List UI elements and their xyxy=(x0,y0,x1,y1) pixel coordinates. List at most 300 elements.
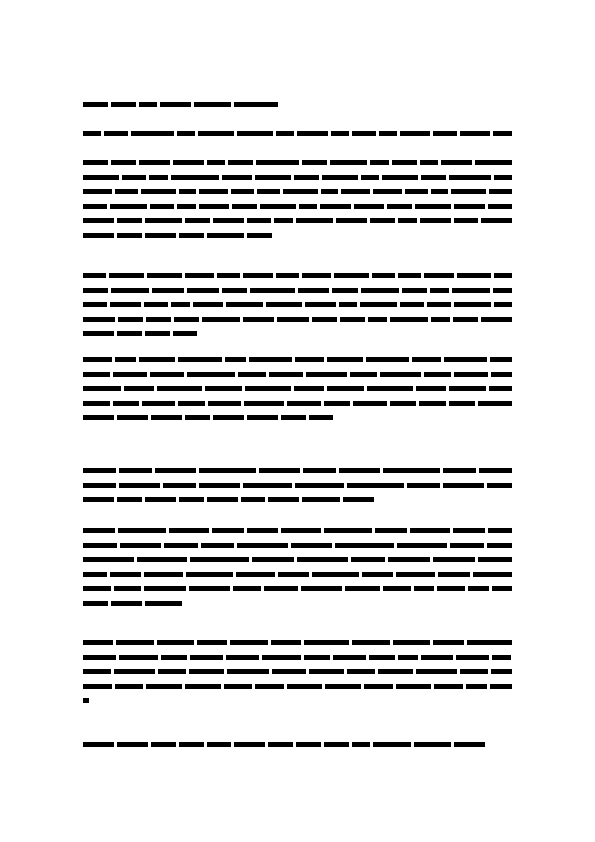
illegible-word xyxy=(416,386,446,391)
illegible-word xyxy=(390,401,417,406)
illegible-word xyxy=(111,160,136,165)
text-line xyxy=(83,158,512,167)
text-line xyxy=(83,584,512,593)
illegible-word xyxy=(83,317,115,322)
illegible-word xyxy=(208,401,241,406)
illegible-word xyxy=(199,483,240,488)
illegible-word xyxy=(481,218,512,223)
illegible-word xyxy=(207,233,244,238)
illegible-word xyxy=(351,557,385,562)
illegible-word xyxy=(202,317,240,322)
illegible-word xyxy=(430,288,449,293)
illegible-word xyxy=(217,273,240,278)
illegible-word xyxy=(198,131,234,136)
illegible-word xyxy=(257,189,280,194)
illegible-word xyxy=(83,640,113,645)
illegible-word xyxy=(453,528,485,533)
illegible-word xyxy=(179,742,204,747)
illegible-word xyxy=(396,572,435,577)
illegible-word xyxy=(352,131,376,136)
illegible-word xyxy=(116,640,154,645)
illegible-word xyxy=(364,684,393,689)
illegible-word xyxy=(83,131,101,136)
illegible-word xyxy=(437,586,465,591)
illegible-word xyxy=(341,189,370,194)
illegible-word xyxy=(454,372,488,377)
illegible-word xyxy=(157,386,202,391)
illegible-word xyxy=(487,543,512,548)
illegible-word xyxy=(295,357,324,362)
illegible-word xyxy=(400,302,424,307)
text-line xyxy=(83,370,512,379)
illegible-word xyxy=(339,468,380,473)
illegible-word xyxy=(276,273,299,278)
illegible-word xyxy=(149,175,167,180)
illegible-word xyxy=(352,742,371,747)
illegible-word xyxy=(83,288,108,293)
illegible-word xyxy=(145,218,182,223)
illegible-word xyxy=(236,572,275,577)
text-line xyxy=(83,541,512,550)
illegible-word xyxy=(487,483,512,488)
illegible-word xyxy=(302,497,339,502)
illegible-word xyxy=(398,218,417,223)
illegible-word xyxy=(269,372,303,377)
illegible-word xyxy=(237,543,287,548)
illegible-word xyxy=(438,572,469,577)
illegible-word xyxy=(494,302,512,307)
illegible-word xyxy=(244,401,284,406)
illegible-word xyxy=(277,317,309,322)
illegible-word xyxy=(199,468,256,473)
illegible-word xyxy=(302,273,331,278)
illegible-word xyxy=(83,189,112,194)
text-line xyxy=(83,216,512,225)
illegible-word xyxy=(163,483,196,488)
illegible-word xyxy=(369,655,395,660)
illegible-word xyxy=(492,655,512,660)
illegible-word xyxy=(150,204,174,209)
illegible-word xyxy=(222,175,252,180)
illegible-word xyxy=(473,572,512,577)
illegible-word xyxy=(306,372,347,377)
illegible-word xyxy=(255,684,284,689)
illegible-word xyxy=(456,655,489,660)
text-line xyxy=(83,466,512,475)
illegible-word xyxy=(187,372,235,377)
illegible-word xyxy=(234,102,277,107)
illegible-word xyxy=(179,189,196,194)
illegible-word xyxy=(297,557,348,562)
illegible-word xyxy=(110,302,141,307)
text-line xyxy=(83,653,511,662)
illegible-word xyxy=(433,557,475,562)
text-line xyxy=(83,696,89,705)
illegible-word xyxy=(120,543,162,548)
illegible-word xyxy=(187,288,219,293)
illegible-word xyxy=(449,401,476,406)
text-line xyxy=(83,187,512,196)
illegible-word xyxy=(146,684,182,689)
illegible-word xyxy=(238,372,265,377)
illegible-word xyxy=(415,204,452,209)
illegible-word xyxy=(117,742,148,747)
illegible-word xyxy=(189,586,230,591)
illegible-word xyxy=(83,386,121,391)
illegible-word xyxy=(492,586,513,591)
illegible-word xyxy=(234,742,265,747)
text-line xyxy=(83,315,512,324)
illegible-word xyxy=(171,302,189,307)
illegible-word xyxy=(388,557,430,562)
illegible-word xyxy=(174,317,199,322)
illegible-word xyxy=(249,357,292,362)
illegible-word xyxy=(213,218,244,223)
text-line xyxy=(83,271,512,280)
illegible-word xyxy=(185,218,210,223)
illegible-word xyxy=(478,557,512,562)
illegible-word xyxy=(114,669,156,674)
illegible-word xyxy=(232,204,256,209)
illegible-word xyxy=(110,572,141,577)
illegible-word xyxy=(199,204,230,209)
illegible-word xyxy=(160,102,191,107)
illegible-word xyxy=(324,528,372,533)
illegible-word xyxy=(491,372,512,377)
illegible-word xyxy=(83,528,115,533)
illegible-word xyxy=(173,331,198,336)
illegible-word xyxy=(83,204,107,209)
illegible-word xyxy=(178,357,221,362)
illegible-word xyxy=(390,317,428,322)
illegible-word xyxy=(137,557,188,562)
illegible-word xyxy=(330,160,367,165)
illegible-word xyxy=(83,742,114,747)
illegible-word xyxy=(424,273,453,278)
illegible-word xyxy=(424,372,451,377)
text-line xyxy=(83,202,512,211)
illegible-word xyxy=(83,331,114,336)
illegible-word xyxy=(262,655,301,660)
illegible-word xyxy=(303,468,336,473)
text-line xyxy=(83,413,333,422)
illegible-word xyxy=(467,640,512,645)
illegible-word xyxy=(490,684,511,689)
illegible-word xyxy=(193,302,224,307)
illegible-word xyxy=(233,586,261,591)
illegible-word xyxy=(83,372,110,377)
illegible-word xyxy=(454,302,491,307)
illegible-word xyxy=(83,175,119,180)
illegible-word xyxy=(222,288,247,293)
text-line xyxy=(83,100,278,109)
illegible-word xyxy=(255,175,291,180)
illegible-word xyxy=(347,483,404,488)
illegible-word xyxy=(250,288,294,293)
illegible-word xyxy=(141,189,176,194)
illegible-word xyxy=(178,401,205,406)
illegible-word xyxy=(340,317,365,322)
illegible-word xyxy=(488,528,512,533)
illegible-word xyxy=(83,468,116,473)
illegible-word xyxy=(276,131,294,136)
illegible-word xyxy=(169,528,209,533)
illegible-word xyxy=(111,102,136,107)
text-line xyxy=(83,384,512,393)
illegible-word xyxy=(83,601,108,606)
text-line xyxy=(83,570,512,579)
illegible-word xyxy=(118,528,166,533)
illegible-word xyxy=(173,160,204,165)
illegible-word xyxy=(397,543,447,548)
text-line xyxy=(83,399,512,408)
illegible-word xyxy=(433,640,463,645)
illegible-word xyxy=(322,175,358,180)
illegible-word xyxy=(421,655,454,660)
illegible-word xyxy=(83,302,107,307)
illegible-word xyxy=(83,415,114,420)
illegible-word xyxy=(334,273,369,278)
illegible-word xyxy=(247,528,279,533)
illegible-word xyxy=(309,415,334,420)
illegible-word xyxy=(281,415,306,420)
illegible-word xyxy=(247,415,278,420)
illegible-word xyxy=(164,543,198,548)
illegible-word xyxy=(332,288,357,293)
illegible-word xyxy=(296,218,333,223)
text-line xyxy=(83,173,512,182)
illegible-word xyxy=(327,386,365,391)
illegible-word xyxy=(144,586,185,591)
illegible-word xyxy=(387,204,411,209)
illegible-word xyxy=(243,273,272,278)
illegible-word xyxy=(151,415,182,420)
text-line xyxy=(83,555,512,564)
illegible-word xyxy=(158,669,186,674)
illegible-word xyxy=(83,572,107,577)
illegible-word xyxy=(224,684,253,689)
illegible-word xyxy=(454,204,485,209)
illegible-word xyxy=(207,497,238,502)
illegible-word xyxy=(213,415,244,420)
illegible-word xyxy=(247,233,272,238)
illegible-word xyxy=(491,669,512,674)
illegible-word xyxy=(452,288,490,293)
illegible-word xyxy=(110,204,147,209)
illegible-word xyxy=(212,528,244,533)
illegible-word xyxy=(298,288,330,293)
illegible-word xyxy=(260,204,297,209)
illegible-word xyxy=(453,317,478,322)
illegible-word xyxy=(321,189,338,194)
illegible-word xyxy=(383,468,440,473)
illegible-word xyxy=(144,572,183,577)
illegible-word xyxy=(366,357,409,362)
illegible-word xyxy=(479,468,512,473)
illegible-word xyxy=(237,131,273,136)
illegible-word xyxy=(345,586,380,591)
illegible-word xyxy=(350,372,377,377)
illegible-word xyxy=(207,160,226,165)
illegible-word xyxy=(305,302,336,307)
illegible-word xyxy=(109,273,144,278)
illegible-word xyxy=(343,497,374,502)
illegible-word xyxy=(197,640,227,645)
illegible-word xyxy=(412,357,441,362)
illegible-word xyxy=(117,415,148,420)
illegible-word xyxy=(226,302,263,307)
illegible-word xyxy=(119,483,160,488)
illegible-word xyxy=(287,684,323,689)
illegible-word xyxy=(353,401,386,406)
illegible-word xyxy=(451,189,486,194)
illegible-word xyxy=(414,742,451,747)
illegible-word xyxy=(228,160,253,165)
illegible-word xyxy=(124,386,154,391)
illegible-word xyxy=(113,401,140,406)
illegible-word xyxy=(339,302,357,307)
illegible-word xyxy=(449,175,491,180)
illegible-word xyxy=(231,189,254,194)
illegible-word xyxy=(151,742,176,747)
illegible-word xyxy=(493,288,512,293)
illegible-word xyxy=(271,640,301,645)
illegible-word xyxy=(481,317,513,322)
illegible-word xyxy=(117,218,142,223)
illegible-word xyxy=(382,175,418,180)
illegible-word xyxy=(494,175,512,180)
illegible-word xyxy=(454,742,485,747)
illegible-word xyxy=(145,497,176,502)
illegible-word xyxy=(336,218,367,223)
illegible-word xyxy=(434,684,463,689)
illegible-word xyxy=(380,372,421,377)
illegible-word xyxy=(157,640,195,645)
illegible-word xyxy=(147,273,182,278)
illegible-word xyxy=(83,669,111,674)
illegible-word xyxy=(433,131,457,136)
illegible-word xyxy=(259,468,300,473)
illegible-word xyxy=(117,233,142,238)
illegible-word xyxy=(301,586,342,591)
illegible-word xyxy=(466,684,487,689)
illegible-word xyxy=(272,669,307,674)
illegible-word xyxy=(113,372,147,377)
illegible-word xyxy=(256,160,299,165)
illegible-word xyxy=(410,528,450,533)
illegible-word xyxy=(490,357,512,362)
illegible-word xyxy=(478,401,511,406)
illegible-word xyxy=(335,543,394,548)
text-line xyxy=(83,231,272,240)
illegible-word xyxy=(268,742,293,747)
illegible-word xyxy=(291,543,333,548)
illegible-word xyxy=(352,640,390,645)
illegible-word xyxy=(190,557,249,562)
illegible-word xyxy=(370,218,395,223)
illegible-word xyxy=(454,218,479,223)
illegible-word xyxy=(324,401,351,406)
illegible-word xyxy=(83,586,111,591)
illegible-word xyxy=(398,655,418,660)
illegible-word xyxy=(450,543,484,548)
illegible-word xyxy=(185,415,210,420)
illegible-word xyxy=(152,288,184,293)
illegible-word xyxy=(83,102,108,107)
illegible-word xyxy=(347,669,375,674)
illegible-word xyxy=(199,189,228,194)
illegible-word xyxy=(378,669,413,674)
illegible-word xyxy=(373,742,410,747)
illegible-word xyxy=(226,655,259,660)
illegible-word xyxy=(115,357,137,362)
illegible-word xyxy=(325,684,361,689)
illegible-word xyxy=(119,655,158,660)
illegible-word xyxy=(361,288,399,293)
illegible-word xyxy=(139,102,158,107)
text-line xyxy=(83,329,197,338)
illegible-word xyxy=(247,218,272,223)
illegible-word xyxy=(443,468,476,473)
illegible-word xyxy=(400,131,430,136)
illegible-word xyxy=(245,386,290,391)
illegible-word xyxy=(281,528,321,533)
illegible-word xyxy=(443,483,484,488)
text-line xyxy=(83,355,512,364)
illegible-word xyxy=(142,401,175,406)
illegible-word xyxy=(264,586,299,591)
illegible-word xyxy=(145,331,170,336)
illegible-word xyxy=(475,160,512,165)
illegible-word xyxy=(324,742,349,747)
illegible-word xyxy=(320,204,351,209)
illegible-word xyxy=(283,189,318,194)
illegible-word xyxy=(421,175,445,180)
illegible-word xyxy=(420,160,439,165)
illegible-word xyxy=(83,357,112,362)
illegible-word xyxy=(362,572,393,577)
illegible-word xyxy=(83,497,114,502)
illegible-word xyxy=(185,273,214,278)
illegible-word xyxy=(241,497,266,502)
illegible-word xyxy=(161,655,187,660)
illegible-word xyxy=(145,601,182,606)
illegible-word xyxy=(370,160,389,165)
illegible-word xyxy=(414,586,435,591)
illegible-word xyxy=(398,273,421,278)
illegible-word xyxy=(304,640,349,645)
illegible-word xyxy=(83,655,116,660)
illegible-word xyxy=(122,175,146,180)
illegible-word xyxy=(333,655,366,660)
illegible-word xyxy=(201,543,235,548)
text-line xyxy=(83,526,512,535)
text-line xyxy=(83,682,512,691)
illegible-word xyxy=(118,317,143,322)
illegible-word xyxy=(327,357,363,362)
illegible-word xyxy=(274,218,293,223)
illegible-word xyxy=(207,742,232,747)
illegible-word xyxy=(489,189,512,194)
illegible-word xyxy=(150,372,184,377)
illegible-word xyxy=(379,131,397,136)
illegible-word xyxy=(312,317,337,322)
illegible-word xyxy=(119,468,152,473)
illegible-word xyxy=(278,572,309,577)
text-line xyxy=(83,740,485,749)
illegible-word xyxy=(402,288,427,293)
illegible-word xyxy=(304,655,330,660)
